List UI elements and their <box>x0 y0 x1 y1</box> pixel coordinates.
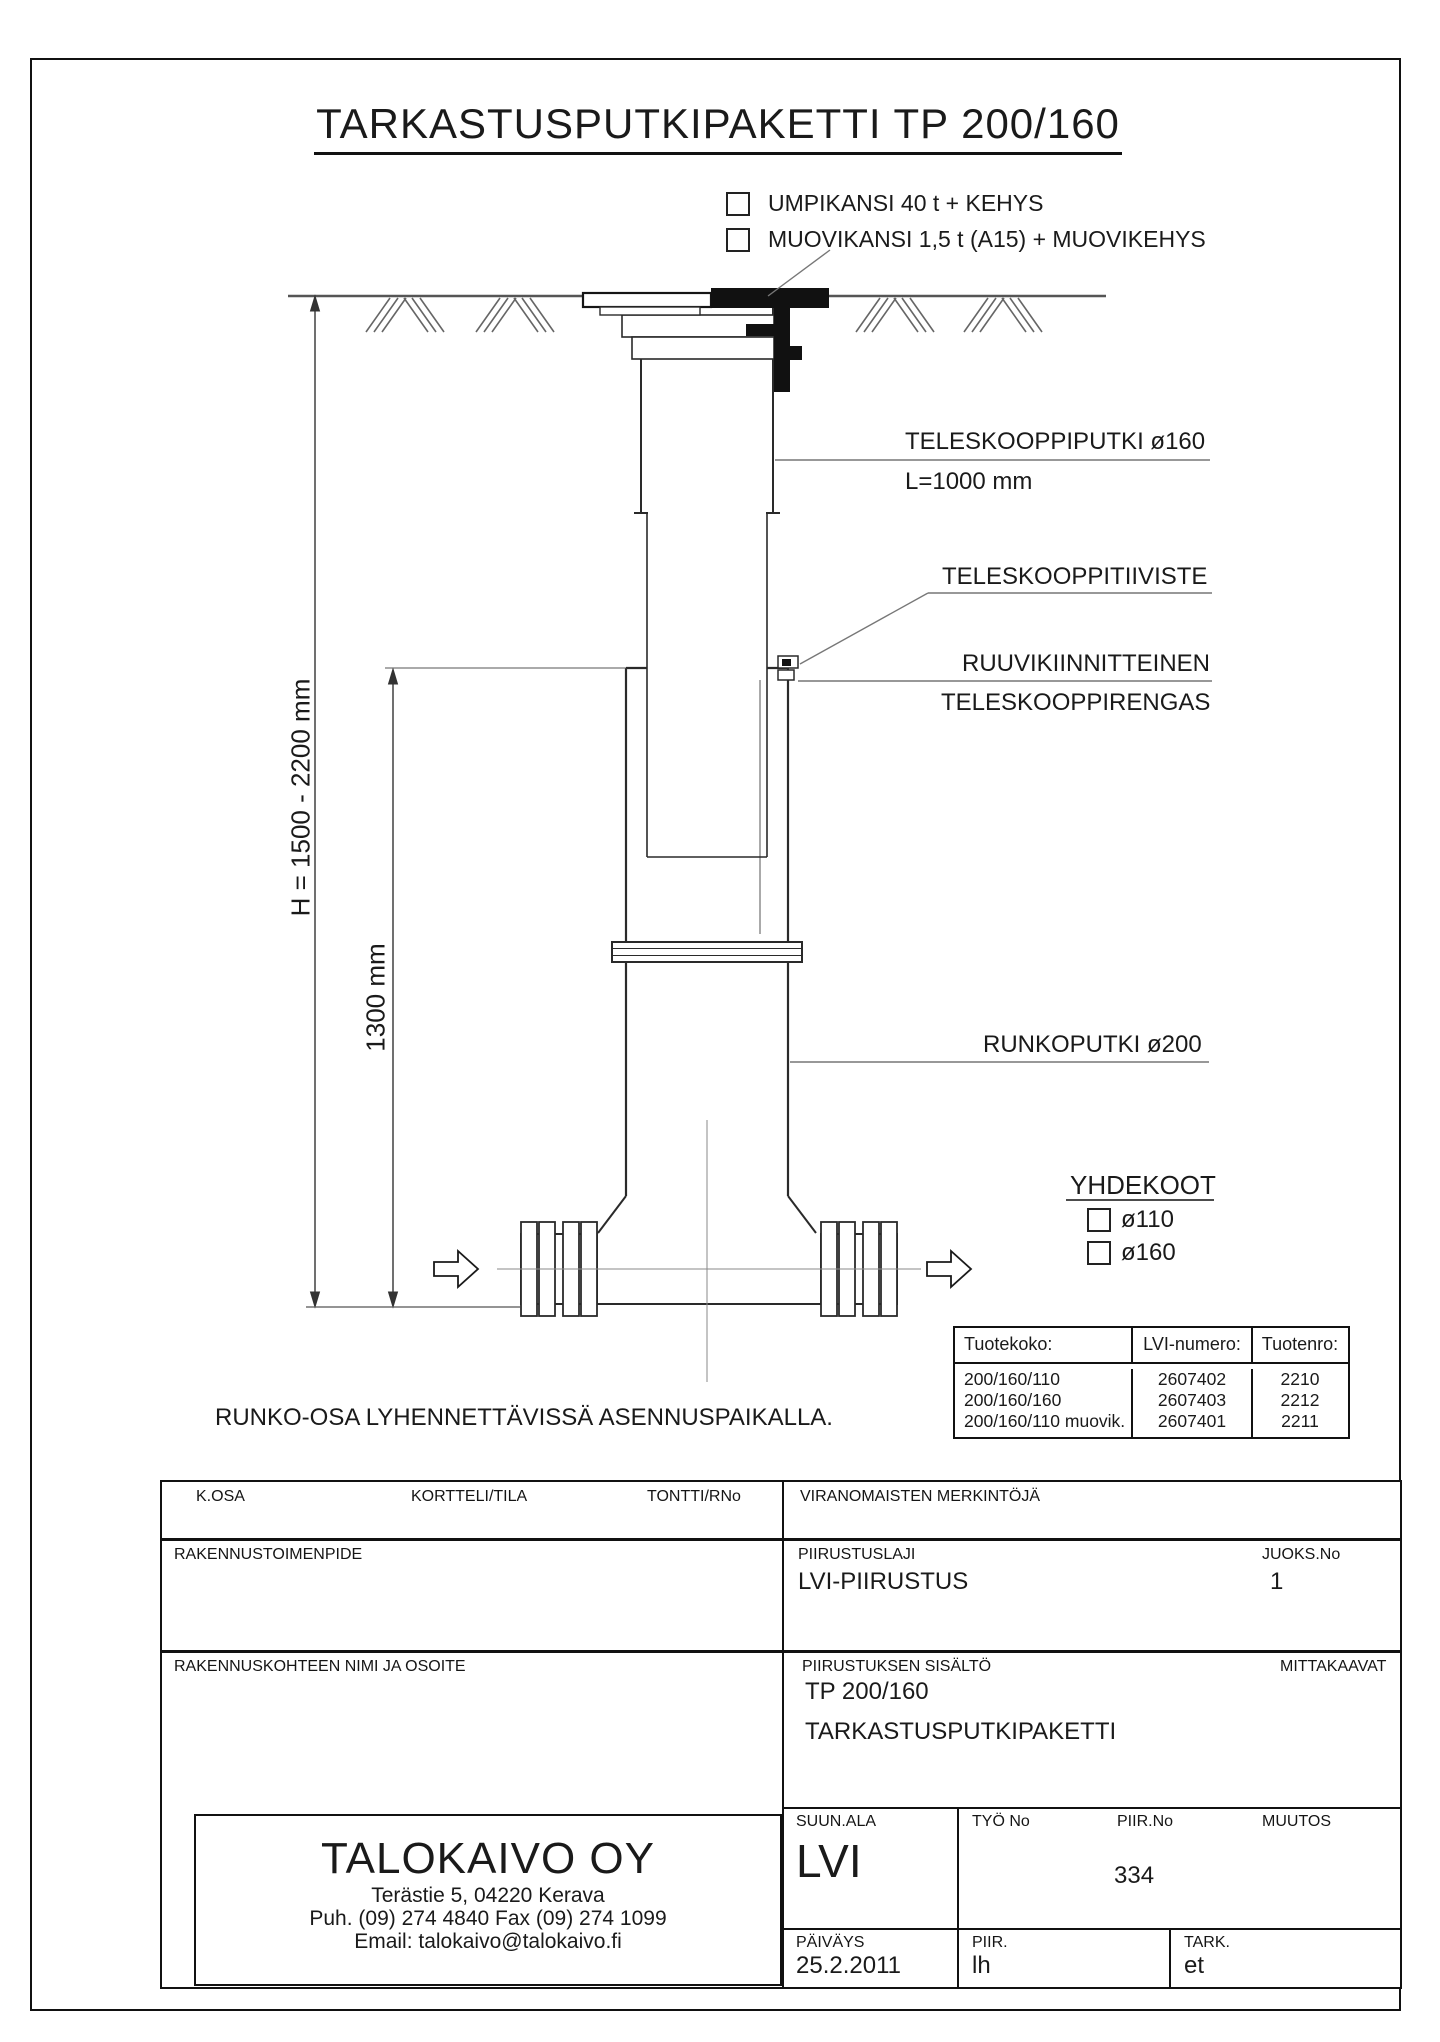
table-cell: 2211 <box>1281 1411 1319 1431</box>
table-cell: 2607401 <box>1157 1411 1227 1431</box>
piir-no-value: 334 <box>1114 1862 1155 1889</box>
dimension-1300-label: 1300 mm <box>360 943 391 1052</box>
product-table <box>953 1326 1350 1439</box>
company-email: Email: talokaivo@talokaivo.fi <box>354 1930 622 1953</box>
flange <box>612 942 802 962</box>
yhde-160-label: ø160 <box>1121 1239 1176 1266</box>
tark-label: TARK. <box>1184 1934 1230 1951</box>
sisalto-label: PIIRUSTUKSEN SISÄLTÖ <box>802 1658 992 1675</box>
yhde-110-checkbox[interactable] <box>1087 1208 1111 1232</box>
legend-label: UMPIKANSI 40 t + KEHYS <box>768 190 1044 216</box>
table-cell: 200/160/110 <box>964 1369 1061 1389</box>
label-runkoputki: RUNKOPUTKI ø200 <box>983 1031 1202 1058</box>
table-cell: 2607403 <box>1157 1390 1227 1410</box>
company-box <box>194 1814 782 1986</box>
col-header: Tuotenro: <box>1261 1334 1339 1354</box>
flow-arrow-left <box>434 1251 478 1287</box>
piir-value: lh <box>972 1952 991 1979</box>
tark-value: et <box>1184 1952 1205 1979</box>
yhde-110-label: ø110 <box>1121 1206 1174 1233</box>
col-header: LVI-numero: <box>1133 1328 1253 1362</box>
cover-assembly <box>583 288 829 392</box>
rakennustoimenpide-label: RAKENNUSTOIMENPIDE <box>174 1546 363 1563</box>
tontti-label: TONTTI/RNo <box>647 1488 741 1505</box>
kortteli-label: KORTTELI/TILA <box>411 1488 528 1505</box>
label-teleskooppiputki: TELESKOOPPIPUTKI ø160 <box>905 428 1206 455</box>
label-teleskooppirengas: TELESKOOPPIRENGAS <box>941 689 1211 716</box>
table-cell: 200/160/110 muovik. <box>964 1411 1126 1431</box>
suun-ala-value: LVI <box>796 1835 862 1887</box>
label-teleskooppitiiviste: TELESKOOPPITIIVISTE <box>942 563 1208 590</box>
product-table-header <box>955 1328 1348 1364</box>
piir-label: PIIR. <box>972 1934 1008 1951</box>
table-cell: 2607402 <box>1157 1369 1227 1389</box>
juoks-no-label: JUOKS.No <box>1262 1546 1341 1563</box>
mittakaavat-label: MITTAKAAVAT <box>1280 1658 1387 1675</box>
sisalto-value-2: TARKASTUSPUTKIPAKETTI <box>805 1718 1117 1745</box>
piirustuslaji-value: LVI-PIIRUSTUS <box>798 1568 969 1595</box>
telescope-ring-clamp <box>778 656 798 680</box>
body-pipe <box>612 656 802 1196</box>
telescope-pipe <box>634 307 780 934</box>
suun-ala-label: SUUN.ALA <box>796 1813 877 1830</box>
table-cell: 200/160/160 <box>964 1390 1062 1410</box>
tee-section <box>434 1120 971 1382</box>
paivays-label: PÄIVÄYS <box>796 1934 865 1951</box>
muutos-label: MUUTOS <box>1262 1813 1332 1830</box>
label-teleskooppiputki-length: L=1000 mm <box>905 468 1033 495</box>
installation-note: RUNKO-OSA LYHENNETTÄVISSÄ ASENNUSPAIKALLA. <box>215 1404 833 1431</box>
label-ruuvikiinnitteinen: RUUVIKIINNITTEINEN <box>962 650 1211 677</box>
rakennuskohteen-label: RAKENNUSKOHTEEN NIMI JA OSOITE <box>174 1658 466 1675</box>
k-osa-label: K.OSA <box>196 1488 245 1505</box>
tyo-no-label: TYÖ No <box>972 1813 1030 1830</box>
white-cover <box>583 293 711 307</box>
flow-arrow-right <box>927 1251 971 1287</box>
legend-label: MUOVIKANSI 1,5 t (A15) + MUOVIKEHYS <box>768 226 1206 252</box>
paivays-value: 25.2.2011 <box>796 1952 901 1979</box>
yhdekoot-title: YHDEKOOT <box>1070 1170 1216 1200</box>
company-address: Terästie 5, 04220 Kerava <box>371 1884 605 1907</box>
company-name: TALOKAIVO OY <box>321 1834 655 1883</box>
yhde-160-checkbox[interactable] <box>1087 1241 1111 1265</box>
title-block <box>160 1480 1402 1989</box>
table-cell: 2210 <box>1280 1369 1320 1389</box>
juoks-no-value: 1 <box>1270 1568 1284 1595</box>
company-phone: Puh. (09) 274 4840 Fax (09) 274 1099 <box>309 1907 667 1930</box>
product-table-body <box>955 1364 1348 1439</box>
piirustuslaji-label: PIIRUSTUSLAJI <box>798 1546 916 1563</box>
dimension-h-label: H = 1500 - 2200 mm <box>285 678 316 917</box>
table-cell: 2212 <box>1280 1390 1320 1410</box>
col-header: Tuotekoko: <box>955 1328 1133 1362</box>
viranomaisten-label: VIRANOMAISTEN MERKINTÖJÄ <box>800 1488 1041 1505</box>
sisalto-value-1: TP 200/160 <box>805 1678 929 1705</box>
piir-no-label: PIIR.No <box>1117 1813 1174 1830</box>
page-title: TARKASTUSPUTKIPAKETTI TP 200/160 <box>314 100 1122 155</box>
